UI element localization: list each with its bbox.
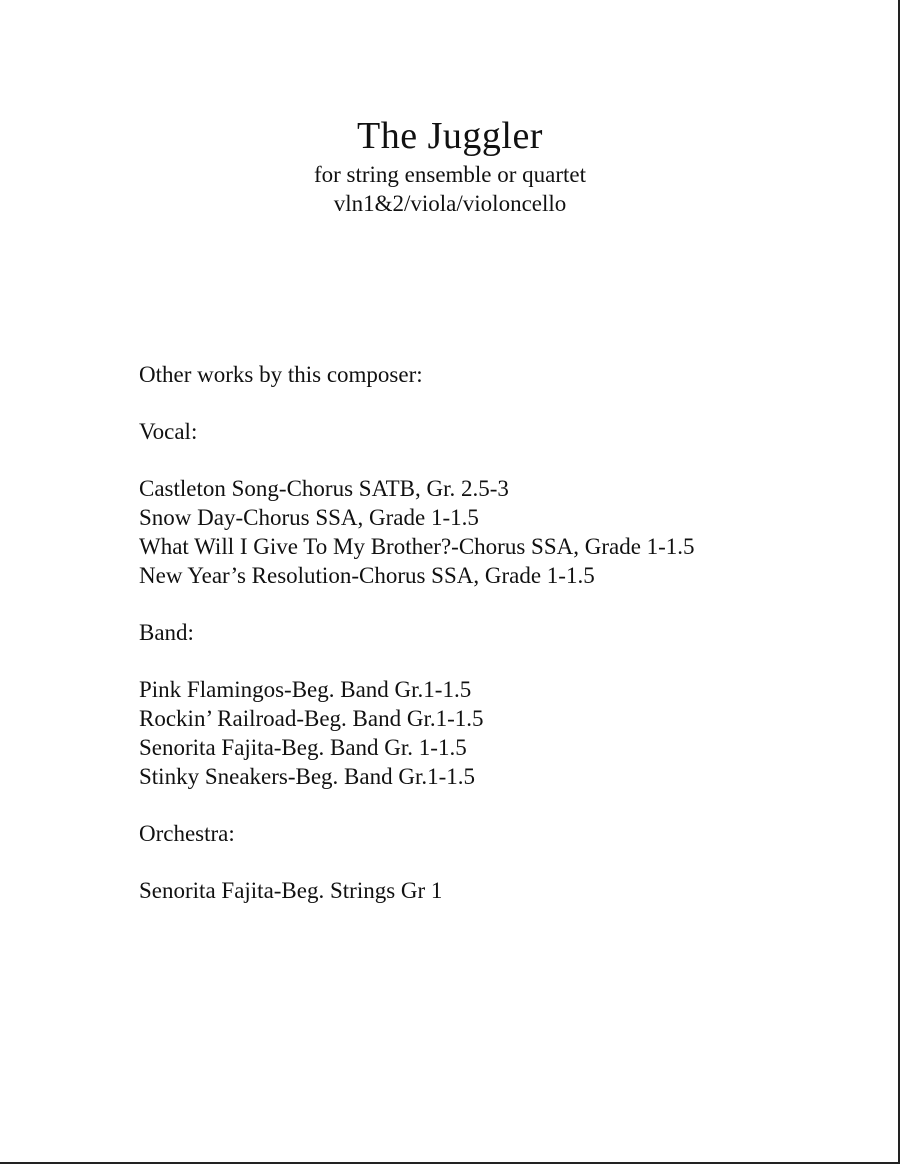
spacer: [139, 389, 839, 417]
list-item: Snow Day-Chorus SSA, Grade 1-1.5: [139, 505, 479, 530]
list-item: Rockin’ Railroad-Beg. Band Gr.1-1.5: [139, 706, 484, 731]
other-works: [139, 360, 839, 905]
title-block: [0, 112, 900, 218]
band-list: [139, 675, 839, 791]
spacer: [139, 848, 839, 876]
vocal-list: [139, 474, 839, 590]
other-works-heading: Other works by this composer:: [139, 362, 423, 387]
spacer: [139, 791, 839, 819]
page-title: The Juggler: [357, 115, 543, 157]
list-item: What Will I Give To My Brother?-Chorus SSA, Grade 1-1.5: [139, 534, 695, 559]
vocal-heading: Vocal:: [139, 419, 198, 444]
list-item: Stinky Sneakers-Beg. Band Gr.1-1.5: [139, 764, 476, 789]
orchestra-list: [139, 876, 839, 905]
band-heading: Band:: [139, 620, 194, 645]
list-item: Senorita Fajita-Beg. Strings Gr 1: [139, 878, 443, 903]
spacer: [139, 647, 839, 675]
list-item: Castleton Song-Chorus SATB, Gr. 2.5-3: [139, 476, 509, 501]
list-item: New Year’s Resolution-Chorus SSA, Grade 1-1.5: [139, 563, 595, 588]
spacer: [139, 446, 839, 474]
orchestra-heading: Orchestra:: [139, 821, 235, 846]
list-item: Senorita Fajita-Beg. Band Gr. 1-1.5: [139, 735, 467, 760]
spacer: [139, 590, 839, 618]
list-item: Pink Flamingos-Beg. Band Gr.1-1.5: [139, 677, 472, 702]
subtitle: for string ensemble or quartet: [313, 162, 587, 187]
instrumentation: vln1&2/viola/violoncello: [333, 191, 567, 216]
